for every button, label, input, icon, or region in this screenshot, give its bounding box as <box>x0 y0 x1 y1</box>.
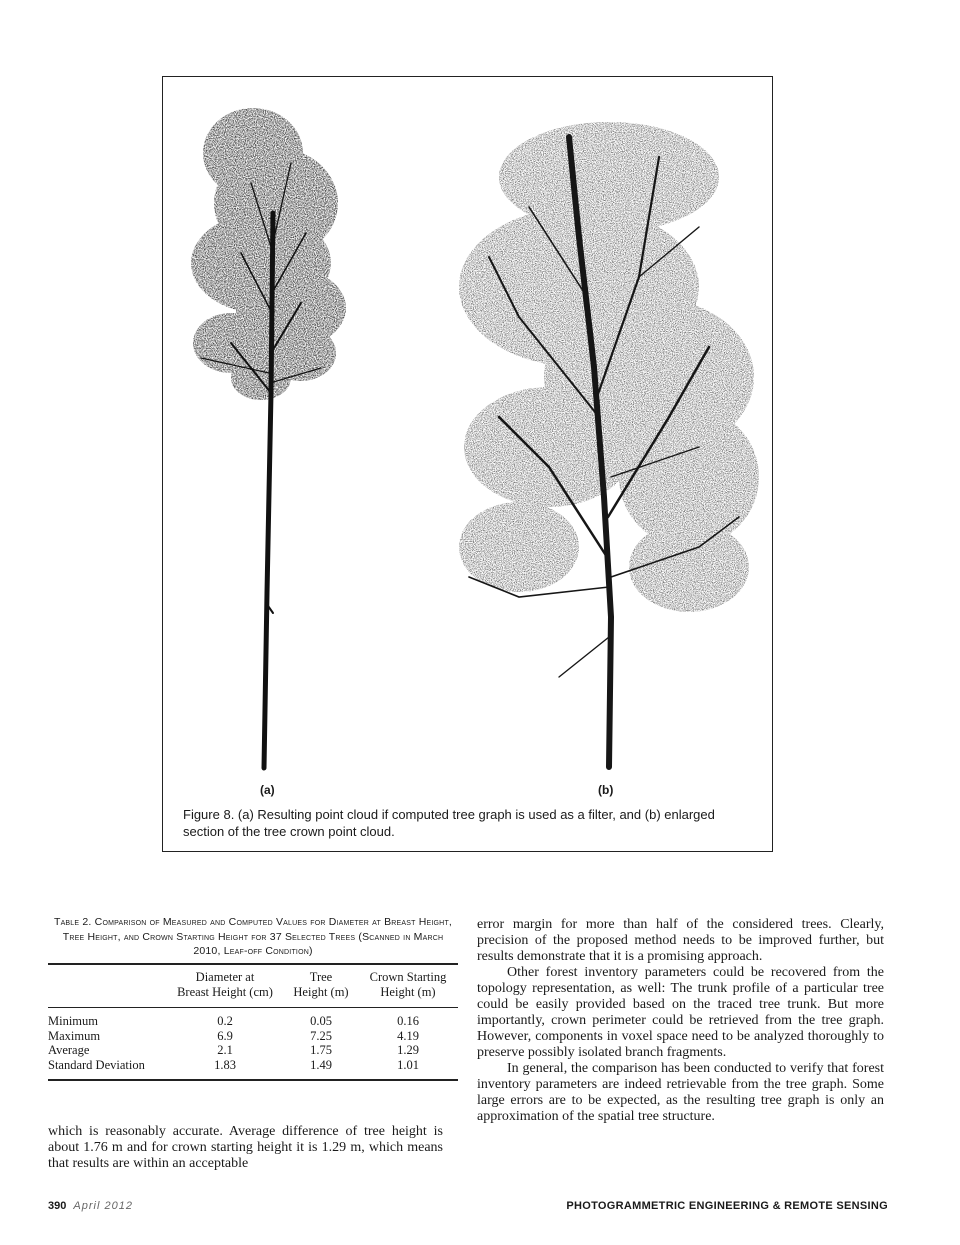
page-number: 390 <box>48 1200 67 1212</box>
panel-label-a: (a) <box>260 783 275 797</box>
cell-crown: 4.19 <box>397 1028 419 1043</box>
table-header-row <box>48 970 458 999</box>
row-label: Minimum <box>48 1014 99 1028</box>
right-paragraph-2: Other forest inventory parameters could be recovered from the topology representation, as well: The trunk profile of a particular tree could be easily provided based on the traced tree trunk. But more importantly, crown perimeter could be retrieved from the tree graph. However, components in voxel space need to be analyzed thoroughly to preserve possibly isolated branch fragments. <box>477 965 884 1060</box>
header-blank <box>48 970 166 999</box>
left-column-paragraph: which is reasonably accurate. Average difference of tree height is about 1.76 m and for crown starting height it is 1.29 m, which means that results are within an acceptable <box>48 1124 443 1171</box>
cell-dbh: 2.1 <box>217 1043 233 1057</box>
header-crown-line1: Crown Starting <box>369 970 447 984</box>
header-dbh <box>166 970 284 999</box>
table-row <box>48 1058 458 1073</box>
cell-dbh: 1.83 <box>214 1057 236 1072</box>
cell-crown: 1.01 <box>397 1057 419 1072</box>
footer-left <box>48 1200 133 1212</box>
tree-point-cloud-b <box>459 117 759 772</box>
cell-dbh: 0.2 <box>217 1014 233 1028</box>
table-row <box>48 1043 458 1058</box>
row-label: Standard Deviation <box>48 1057 145 1072</box>
right-paragraph-3: In general, the comparison has been conducted to verify that forest inventory parameters are indeed retrievable from the tree graph. Some large errors are to be expected, as the resulting tree graph is only an approximation of the spatial tree structure. <box>477 1061 884 1124</box>
table-bottom-rule <box>48 1079 458 1081</box>
cell-dbh: 6.9 <box>217 1028 233 1043</box>
figure-caption: Figure 8. (a) Resulting point cloud if computed tree graph is used as a filter, and (b) enlarged section of the tree crown point cloud. <box>183 807 715 839</box>
tree-point-cloud-a <box>181 93 356 773</box>
row-label: Maximum <box>48 1028 101 1043</box>
row-label: Average <box>48 1043 90 1057</box>
cell-crown: 1.29 <box>397 1043 419 1057</box>
table-row <box>48 1014 458 1029</box>
header-tree-height <box>284 970 358 999</box>
cell-crown: 0.16 <box>397 1014 419 1028</box>
right-column <box>477 917 884 1125</box>
table-top-rule <box>48 963 458 965</box>
header-height-line2: Height (m) <box>293 984 349 999</box>
header-dbh-line2: Breast Height (cm) <box>177 984 273 999</box>
cell-height: 7.25 <box>310 1028 332 1043</box>
journal-name: PHOTOGRAMMETRIC ENGINEERING & REMOTE SENSING <box>566 1200 888 1212</box>
issue-date: April 2012 <box>73 1200 133 1212</box>
header-crown-height <box>358 970 458 999</box>
cell-height: 1.49 <box>310 1057 332 1072</box>
cell-height: 0.05 <box>310 1014 332 1028</box>
header-dbh-line1: Diameter at <box>195 970 255 984</box>
table-row <box>48 1029 458 1044</box>
figure-8 <box>162 76 773 852</box>
header-height-line1: Tree <box>309 970 333 984</box>
cell-height: 1.75 <box>310 1043 332 1057</box>
table-2 <box>48 970 458 1072</box>
header-crown-line2: Height (m) <box>380 984 436 999</box>
table-caption: Table 2. Comparison of Measured and Computed Values for Diameter at Breast Height, Tree Height, and Crown Starting Height for 37 Selected Trees (Scanned in March 2010, Leaf-off Condition) <box>53 916 453 957</box>
right-paragraph-1: error margin for more than half of the considered trees. Clearly, precision of the proposed method needs to be improved further, but results demonstrate that it is a promising approach. <box>477 917 884 964</box>
panel-label-b: (b) <box>598 783 614 797</box>
